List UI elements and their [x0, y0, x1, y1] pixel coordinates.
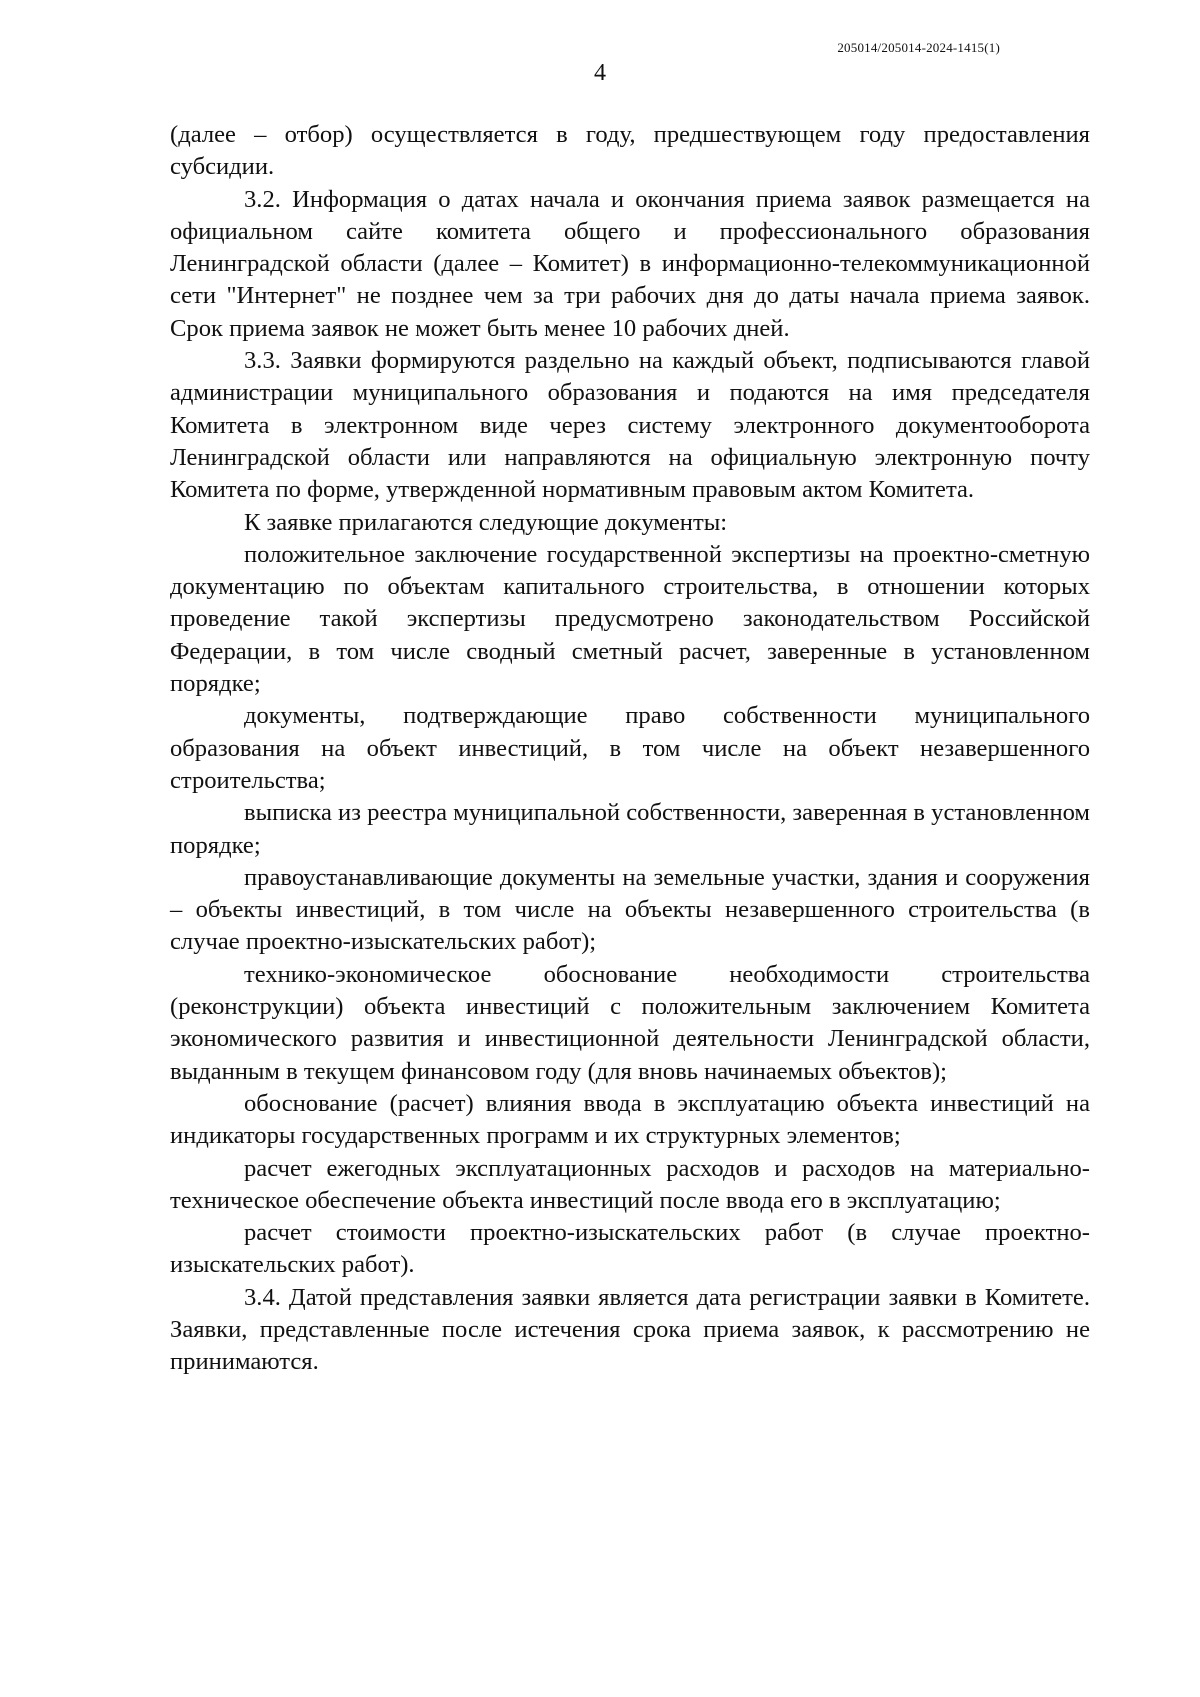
paragraph-selection-continuation: (далее – отбор) осуществляется в году, предшествующем году предоставления субсидии.: [170, 121, 1090, 181]
list-item-operating-costs: расчет ежегодных эксплуатационных расходов и расходов на материально-техническое обеспечение объекта инвестиций после ввода его в эксплуатацию;: [170, 1154, 1090, 1214]
list-item-ownership-documents: документы, подтверждающие право собственности муниципального образования на объект инвестиций, в том числе на объект незавершенного строительства;: [170, 702, 1090, 794]
list-item-title-documents: правоустанавливающие документы на земельные участки, здания и сооружения – объекты инвестиций, в том числе на объекты незавершенного строительства (в случае проектно-изыскательских работ);: [170, 863, 1090, 956]
list-item-impact-justification: обоснование (расчет) влияния ввода в эксплуатацию объекта инвестиций на индикаторы государственных программ и их структурных элементов;: [170, 1089, 1090, 1150]
list-item-state-expertise: положительное заключение государственной экспертизы на проектно-сметную документацию по объектам капитального строительства, в отношении которых проведение такой экспертизы предусмотрено законодательством Российской Федерации, в том числе сводный сметный расчет, заверенные в установленном порядке;: [170, 540, 1090, 698]
document-body: [170, 119, 1090, 1379]
page-number: 4: [594, 60, 606, 86]
list-item-feasibility-study: технико-экономическое обоснование необходимости строительства (реконструкции) объекта инвестиций с положительным заключением Комитета экономического развития и инвестиционной деятельности Ленинградской области, выданным в текущем финансовом году (для вновь начинаемых объектов);: [170, 960, 1090, 1085]
list-item-survey-cost: расчет стоимости проектно-изыскательских работ (в случае проектно-изыскательских работ).: [170, 1219, 1090, 1279]
attached-documents-heading: К заявке прилагаются следующие документы:: [244, 508, 728, 536]
document-registration-number: 205014/205014-2024-1415(1): [837, 40, 1000, 55]
paragraph-3-4: 3.4. Датой представления заявки является дата регистрации заявки в Комитете. Заявки, представленные после истечения срока приема заявок, к рассмотрению не принимаются.: [170, 1283, 1090, 1376]
paragraph-3-2: 3.2. Информация о датах начала и окончания приема заявок размещается на официальном сайте комитета общего и профессионального образования Ленинградской области (далее – Комитет) в информационно-телекоммуникационной сети "Интернет" не позднее чем за три рабочих дня до даты начала приема заявок. Срок приема заявок не может быть менее 10 рабочих дней.: [170, 185, 1090, 342]
list-item-registry-extract: выписка из реестра муниципальной собственности, заверенная в установленном порядке;: [170, 799, 1090, 859]
paragraph-3-3: 3.3. Заявки формируются раздельно на каждый объект, подписываются главой администрации муниципального образования и подаются на имя председателя Комитета в электронном виде через систему электронного документооборота Ленинградской области или направляются на официальную электронную почту Комитета по форме, утвержденной нормативным правовым актом Комитета.: [170, 347, 1090, 504]
